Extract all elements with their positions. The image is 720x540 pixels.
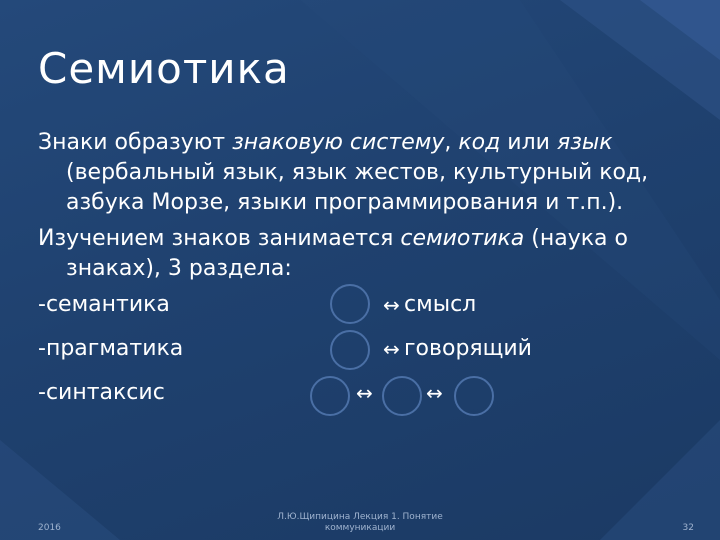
slide-title: Семиотика	[38, 44, 290, 93]
circle-icon	[310, 376, 350, 416]
circle-icon	[382, 376, 422, 416]
paragraph-signs	[38, 128, 678, 218]
text: (вербальный язык, язык жестов, культурный код, азбука Морзе, языки программирования и т.п.).	[66, 160, 649, 215]
footer-caption-line2: коммуникации	[324, 523, 396, 533]
list-item-syntax	[38, 378, 678, 422]
double-arrow-icon: ↔	[383, 293, 400, 317]
italic-term: знаковую систему	[232, 130, 445, 155]
text: Изучением знаков занимается	[38, 226, 401, 251]
text: ,	[444, 130, 459, 155]
circle-icon	[454, 376, 494, 416]
list-item-pragmatics	[38, 334, 678, 378]
footer-caption-line1: Л.Ю.Щипицина Лекция 1. Понятие	[277, 512, 443, 522]
double-arrow-icon: ↔	[356, 381, 373, 405]
list-item-semantics	[38, 290, 678, 334]
italic-term: язык	[556, 130, 613, 155]
paragraph-semiotics	[38, 224, 678, 284]
term-label: -синтаксис	[38, 380, 165, 405]
text: (наука о знаках), 3 раздела:	[66, 226, 628, 281]
circle-icon	[330, 330, 370, 370]
meaning-label: смысл	[404, 292, 477, 317]
footer-caption	[250, 512, 470, 534]
slide-body	[38, 128, 678, 422]
footer-year: 2016	[38, 523, 61, 533]
circle-icon	[330, 284, 370, 324]
term-label: -семантика	[38, 292, 170, 317]
double-arrow-icon: ↔	[383, 337, 400, 361]
page-number: 32	[682, 523, 694, 533]
italic-term: код	[458, 130, 501, 155]
meaning-label: говорящий	[404, 336, 532, 361]
double-arrow-icon: ↔	[426, 381, 443, 405]
text: Знаки образуют	[38, 130, 233, 155]
text: или	[500, 130, 557, 155]
italic-term: семиотика	[400, 226, 525, 251]
term-label: -прагматика	[38, 336, 184, 361]
